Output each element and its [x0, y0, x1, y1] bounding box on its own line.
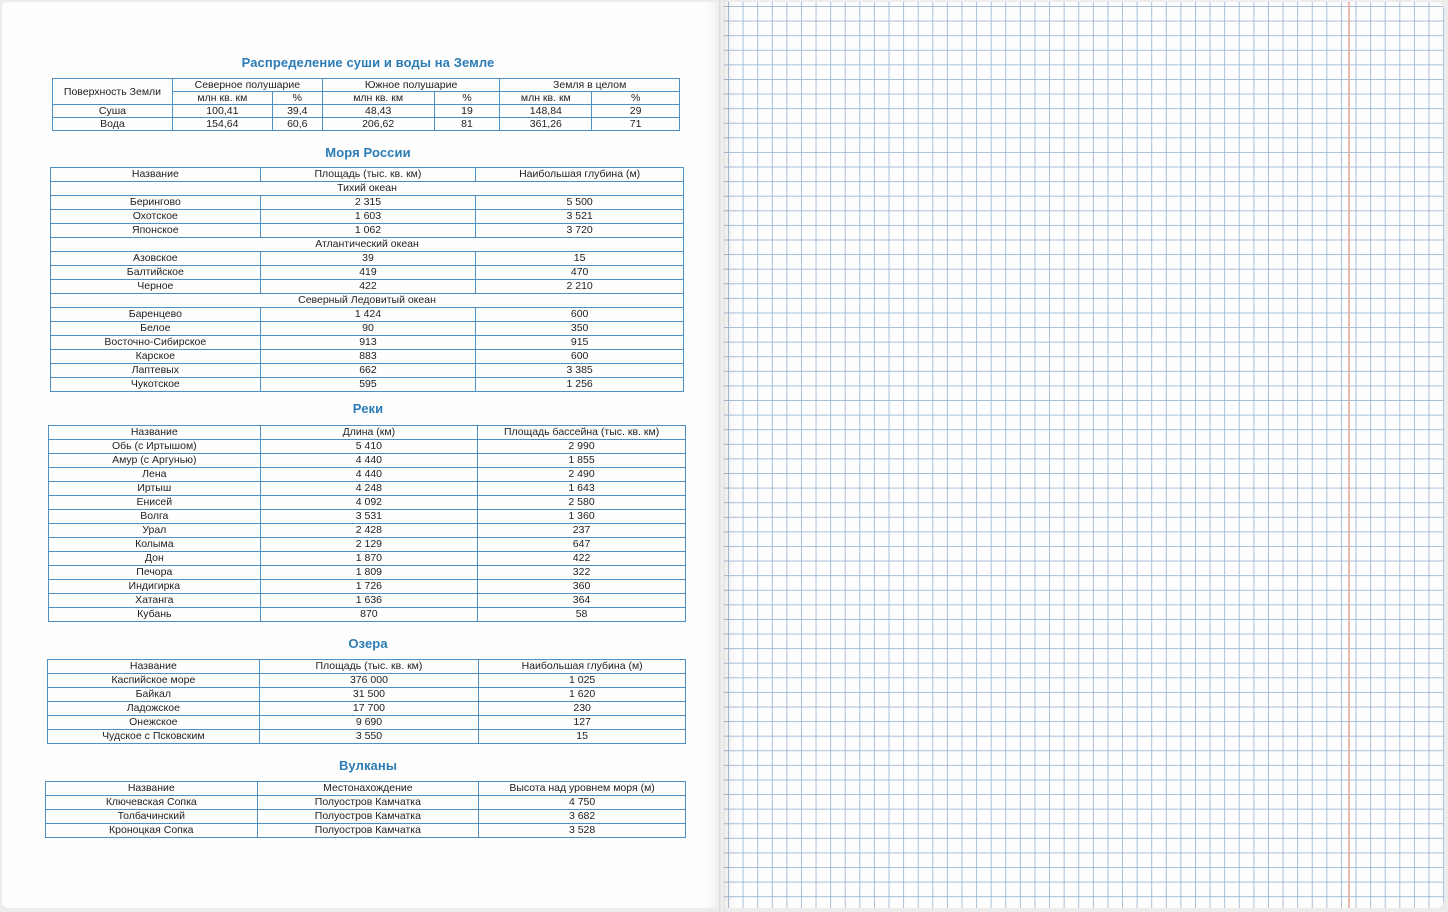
column-header: Название [46, 782, 258, 796]
cell-value: 60,6 [272, 118, 322, 131]
table-row [49, 496, 686, 510]
table-row [51, 210, 684, 224]
cell-name: Белое [51, 322, 261, 336]
cell-value: 3 720 [476, 224, 684, 238]
table-row [46, 824, 686, 838]
table-row [49, 440, 686, 454]
cell-name: Дон [49, 552, 261, 566]
table-row [46, 810, 686, 824]
table-row [51, 252, 684, 266]
cell-value: 1 062 [260, 224, 476, 238]
volcanoes-table [45, 781, 686, 838]
table-row [51, 350, 684, 364]
cell-value: 883 [260, 350, 476, 364]
header-row [51, 168, 684, 182]
cell-value: 1 360 [478, 510, 686, 524]
header-unit: млн кв. км [500, 92, 592, 105]
table-row [49, 454, 686, 468]
column-header: Название [51, 168, 261, 182]
table-row [51, 266, 684, 280]
table-row [46, 796, 686, 810]
cell-value: 127 [479, 716, 686, 730]
table-row [53, 105, 680, 118]
cell-value: 3 682 [479, 810, 686, 824]
group-row [51, 182, 684, 196]
cell-value: Полуостров Камчатка [257, 810, 479, 824]
cell-value: 48,43 [322, 105, 434, 118]
cell-value: 350 [476, 322, 684, 336]
cell-value: 376 000 [259, 674, 479, 688]
column-header: Площадь (тыс. кв. км) [260, 168, 476, 182]
cell-value: 470 [476, 266, 684, 280]
rivers-title: Реки [352, 401, 384, 416]
cell-name: Лаптевых [51, 364, 261, 378]
cell-name: Волга [49, 510, 261, 524]
cell-value: 4 440 [260, 454, 478, 468]
cell-value: 2 428 [260, 524, 478, 538]
cell-value: 3 531 [260, 510, 478, 524]
cell-name: Охотское [51, 210, 261, 224]
cell-value: 1 855 [478, 454, 686, 468]
cell-name: Толбачинский [46, 810, 258, 824]
cell-name: Вода [53, 118, 173, 131]
cell-value: Полуостров Камчатка [257, 824, 479, 838]
cell-value: Полуостров Камчатка [257, 796, 479, 810]
cell-value: 230 [479, 702, 686, 716]
table-row [48, 688, 686, 702]
cell-name: Берингово [51, 196, 261, 210]
table-row [51, 280, 684, 294]
cell-value: 15 [479, 730, 686, 744]
rivers-table [48, 425, 686, 622]
cell-value: 600 [476, 350, 684, 364]
cell-value: 2 490 [478, 468, 686, 482]
cell-name: Балтийское [51, 266, 261, 280]
table-row [49, 524, 686, 538]
cell-name: Хатанга [49, 594, 261, 608]
cell-name: Баренцево [51, 308, 261, 322]
cell-value: 419 [260, 266, 476, 280]
cell-value: 5 500 [476, 196, 684, 210]
cell-value: 5 410 [260, 440, 478, 454]
cell-value: 4 750 [479, 796, 686, 810]
land-water-title: Распределение суши и воды на Земле [241, 55, 495, 70]
cell-value: 31 500 [259, 688, 479, 702]
column-header: Площадь бассейна (тыс. кв. км) [478, 426, 686, 440]
cell-name: Урал [49, 524, 261, 538]
header-unit: млн кв. км [322, 92, 434, 105]
cell-value: 90 [260, 322, 476, 336]
cell-value: 2 990 [478, 440, 686, 454]
column-header: Наибольшая глубина (м) [476, 168, 684, 182]
cell-value: 595 [260, 378, 476, 392]
table-row [51, 378, 684, 392]
group-row [51, 238, 684, 252]
table-row [48, 674, 686, 688]
cell-value: 913 [260, 336, 476, 350]
cell-value: 39,4 [272, 105, 322, 118]
cell-value: 81 [434, 118, 500, 131]
column-header: Площадь (тыс. кв. км) [259, 660, 479, 674]
cell-name: Кроноцкая Сопка [46, 824, 258, 838]
volcanoes-title: Вулканы [338, 758, 398, 773]
cell-name: Чудское с Псковским [48, 730, 260, 744]
seas-title: Моря России [325, 145, 411, 160]
cell-value: 600 [476, 308, 684, 322]
cell-name: Енисей [49, 496, 261, 510]
cell-value: 17 700 [259, 702, 479, 716]
table-row [48, 730, 686, 744]
column-header: Наибольшая глубина (м) [479, 660, 686, 674]
cell-name: Чукотское [51, 378, 261, 392]
cell-value: 1 809 [260, 566, 478, 580]
table-row [48, 702, 686, 716]
cell-value: 100,41 [172, 105, 272, 118]
column-header: Высота над уровнем моря (м) [479, 782, 686, 796]
column-header: Название [49, 426, 261, 440]
cell-value: 4 248 [260, 482, 478, 496]
cell-value: 1 256 [476, 378, 684, 392]
cell-value: 2 129 [260, 538, 478, 552]
cell-value: 4 092 [260, 496, 478, 510]
cell-name: Колыма [49, 538, 261, 552]
cell-name: Амур (с Аргунью) [49, 454, 261, 468]
cell-value: 71 [592, 118, 680, 131]
cell-name: Лена [49, 468, 261, 482]
cell-value: 1 620 [479, 688, 686, 702]
cell-value: 3 521 [476, 210, 684, 224]
table-row [49, 566, 686, 580]
cell-name: Печора [49, 566, 261, 580]
cell-value: 1 025 [479, 674, 686, 688]
cell-value: 1 603 [260, 210, 476, 224]
cell-name: Байкал [48, 688, 260, 702]
cell-value: 322 [478, 566, 686, 580]
ocean-label: Атлантический океан [51, 238, 684, 252]
cell-value: 237 [478, 524, 686, 538]
cell-value: 3 528 [479, 824, 686, 838]
cell-value: 1 726 [260, 580, 478, 594]
left-page [2, 2, 720, 908]
header-row [46, 782, 686, 796]
table-row [48, 716, 686, 730]
header-row [48, 660, 686, 674]
cell-name: Черное [51, 280, 261, 294]
cell-value: 870 [260, 608, 478, 622]
table-row [49, 608, 686, 622]
cell-value: 662 [260, 364, 476, 378]
cell-value: 19 [434, 105, 500, 118]
cell-value: 2 210 [476, 280, 684, 294]
cell-value: 360 [478, 580, 686, 594]
cell-value: 29 [592, 105, 680, 118]
lakes-table [47, 659, 686, 744]
cell-name: Ключевская Сопка [46, 796, 258, 810]
cell-value: 154,64 [172, 118, 272, 131]
cell-value: 148,84 [500, 105, 592, 118]
header-percent: % [434, 92, 500, 105]
cell-value: 1 643 [478, 482, 686, 496]
cell-name: Онежское [48, 716, 260, 730]
cell-name: Азовское [51, 252, 261, 266]
land-water-table [52, 78, 680, 131]
cell-name: Кубань [49, 608, 261, 622]
header-north: Северное полушарие [172, 79, 322, 92]
cell-value: 15 [476, 252, 684, 266]
cell-name: Ладожское [48, 702, 260, 716]
cell-name: Каспийское море [48, 674, 260, 688]
header-row [49, 426, 686, 440]
table-row [49, 538, 686, 552]
header-percent: % [272, 92, 322, 105]
table-row [49, 594, 686, 608]
cell-name: Японское [51, 224, 261, 238]
table-row [51, 336, 684, 350]
column-header: Длина (км) [260, 426, 478, 440]
table-row [49, 468, 686, 482]
ocean-label: Северный Ледовитый океан [51, 294, 684, 308]
header-south: Южное полушарие [322, 79, 500, 92]
table-row [53, 118, 680, 131]
cell-value: 1 636 [260, 594, 478, 608]
table-row [51, 364, 684, 378]
cell-value: 2 580 [478, 496, 686, 510]
cell-value: 915 [476, 336, 684, 350]
cell-value: 9 690 [259, 716, 479, 730]
header-earth: Земля в целом [500, 79, 680, 92]
cell-name: Карское [51, 350, 261, 364]
cell-name: Суша [53, 105, 173, 118]
header-unit: млн кв. км [172, 92, 272, 105]
cell-value: 206,62 [322, 118, 434, 131]
table-row [49, 552, 686, 566]
cell-value: 3 385 [476, 364, 684, 378]
margin-line [1348, 2, 1350, 908]
table-row [49, 482, 686, 496]
cell-value: 3 550 [259, 730, 479, 744]
table-row [49, 510, 686, 524]
cell-name: Обь (с Иртышом) [49, 440, 261, 454]
cell-value: 422 [478, 552, 686, 566]
ocean-label: Тихий океан [51, 182, 684, 196]
cell-value: 364 [478, 594, 686, 608]
cell-value: 647 [478, 538, 686, 552]
seas-table [50, 167, 684, 392]
cell-value: 2 315 [260, 196, 476, 210]
table-row [51, 308, 684, 322]
table-row [51, 196, 684, 210]
lakes-title: Озера [348, 636, 388, 651]
cell-value: 1 424 [260, 308, 476, 322]
table-row [51, 224, 684, 238]
cell-value: 422 [260, 280, 476, 294]
group-row [51, 294, 684, 308]
cell-value: 39 [260, 252, 476, 266]
cell-value: 1 870 [260, 552, 478, 566]
cell-name: Иртыш [49, 482, 261, 496]
cell-value: 58 [478, 608, 686, 622]
grid-page [724, 2, 1444, 908]
header-percent: % [592, 92, 680, 105]
cell-name: Индигирка [49, 580, 261, 594]
cell-value: 4 440 [260, 468, 478, 482]
column-header: Название [48, 660, 260, 674]
column-header: Местонахождение [257, 782, 479, 796]
header-surface: Поверхность Земли [53, 79, 173, 105]
table-row [51, 322, 684, 336]
cell-name: Восточно-Сибирское [51, 336, 261, 350]
table-row [49, 580, 686, 594]
cell-value: 361,26 [500, 118, 592, 131]
